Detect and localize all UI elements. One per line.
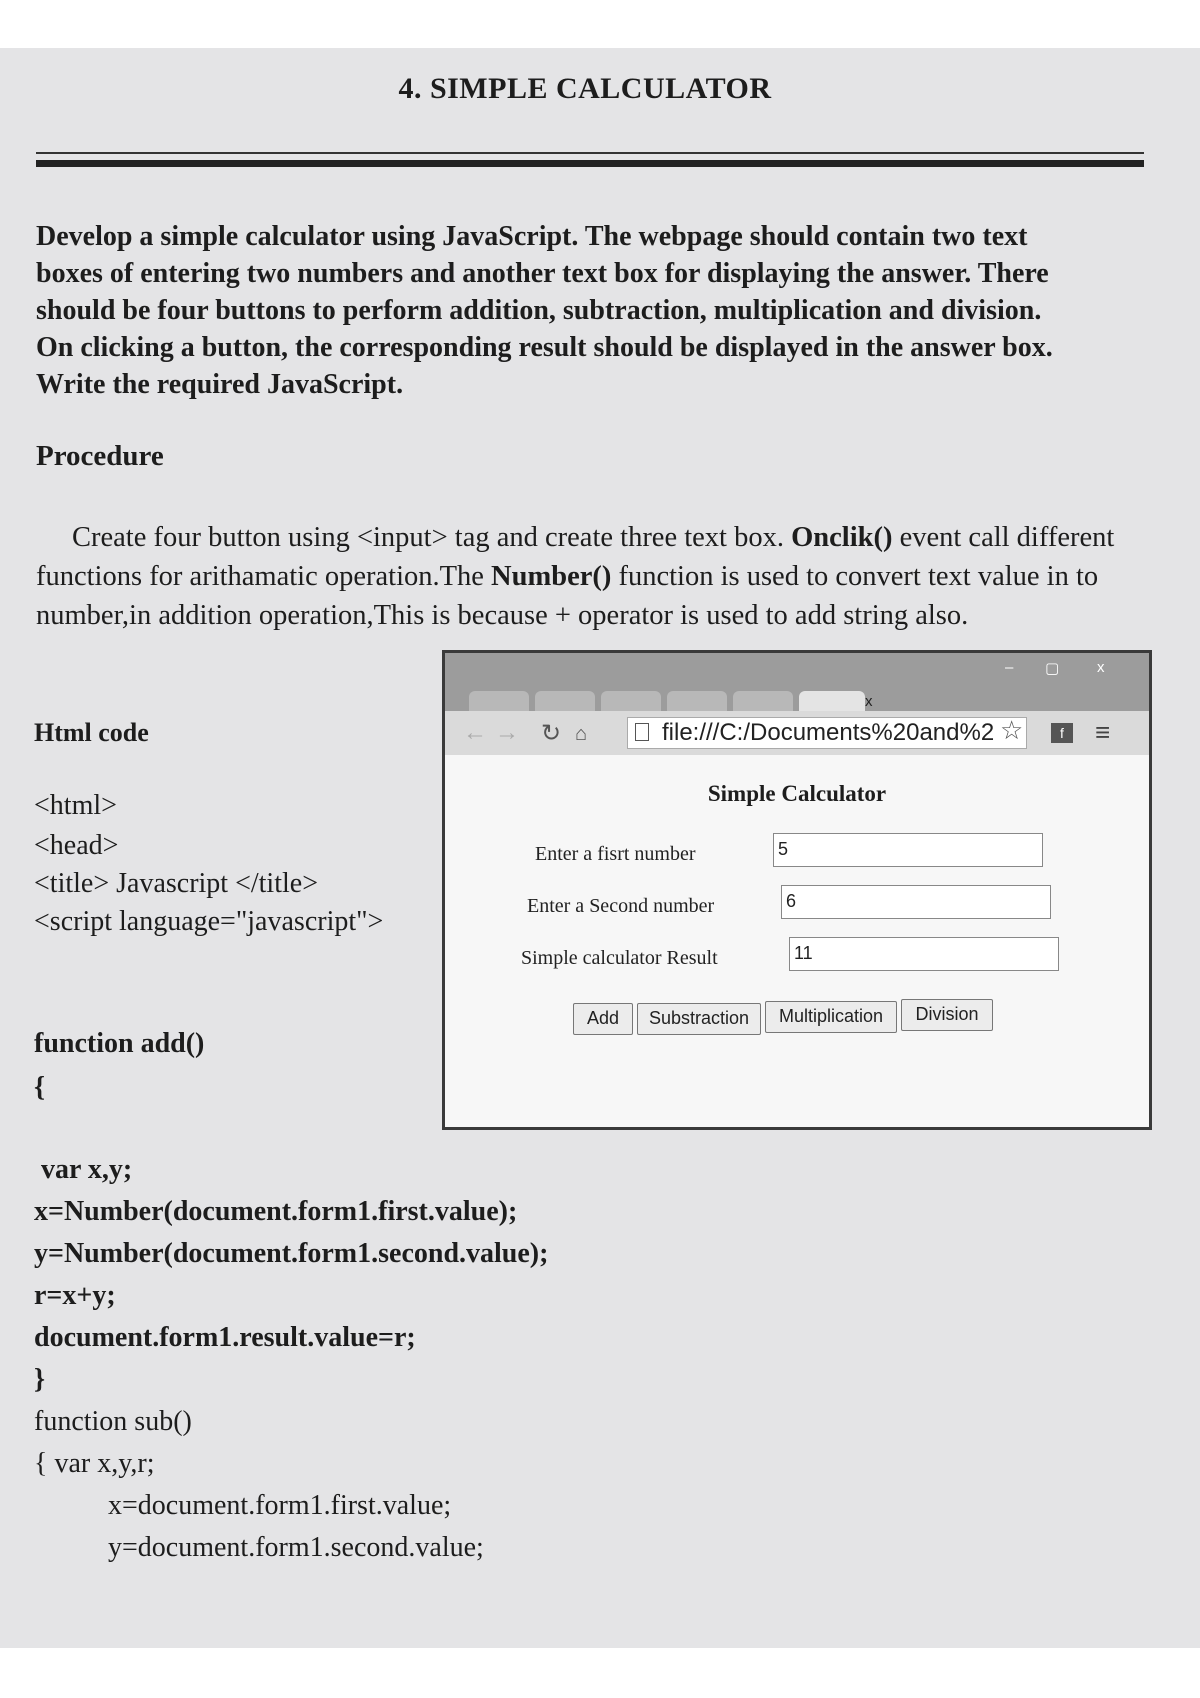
procedure-line	[36, 557, 1164, 596]
address-bar[interactable]: file:///C:/Documents%20and%2	[627, 717, 1027, 749]
code-line: x=Number(document.form1.first.value);	[34, 1196, 518, 1227]
browser-tab[interactable]	[601, 691, 661, 713]
procedure-text-run: function is used to convert text value in to	[611, 561, 1099, 592]
extension-icon[interactable]: f	[1051, 723, 1073, 743]
minimize-icon[interactable]: –	[1005, 659, 1014, 676]
code-line: { var x,y,r;	[34, 1448, 155, 1479]
code-line: <html>	[34, 790, 117, 821]
code-line: {	[34, 1072, 46, 1103]
multiplication-button[interactable]: Multiplication	[765, 1001, 897, 1033]
browser-tab-active[interactable]	[799, 691, 865, 713]
result-label: Simple calculator Result	[521, 947, 718, 969]
file-icon	[635, 723, 649, 741]
back-icon[interactable]: ←	[463, 719, 487, 746]
code-line: <head>	[34, 830, 119, 861]
code-line: y=document.form1.second.value;	[108, 1532, 484, 1563]
add-button[interactable]: Add	[573, 1003, 633, 1035]
procedure-text-run: event call different	[892, 522, 1115, 553]
home-icon[interactable]: ⌂	[575, 723, 588, 745]
first-number-input[interactable]: 5	[773, 833, 1043, 867]
code-line: function sub()	[34, 1406, 192, 1437]
task-line: should be four buttons to perform addition, subtraction, multiplication and division.	[36, 295, 1042, 326]
subtraction-button[interactable]: Substraction	[637, 1003, 761, 1035]
procedure-text-run: Create four button using <input> tag and create three text box.	[72, 522, 792, 553]
code-line: <script language="javascript">	[34, 906, 384, 937]
task-line: Develop a simple calculator using JavaScript. The webpage should contain two text	[36, 221, 1028, 252]
code-line: function add()	[34, 1028, 205, 1059]
second-number-label: Enter a Second number	[527, 895, 715, 917]
code-line: y=Number(document.form1.second.value);	[34, 1238, 549, 1269]
first-number-label: Enter a fisrt number	[535, 843, 696, 865]
forward-icon[interactable]: →	[495, 719, 519, 746]
task-line: On clicking a button, the corresponding result should be displayed in the answer box.	[36, 332, 1053, 363]
procedure-line	[36, 518, 1164, 557]
code-line: r=x+y;	[34, 1280, 116, 1311]
task-description	[36, 218, 1156, 403]
division-button[interactable]: Division	[901, 999, 993, 1031]
browser-tab[interactable]	[667, 691, 727, 713]
reload-icon[interactable]: ↻	[541, 720, 562, 747]
procedure-keyword: Onclik()	[791, 522, 893, 553]
code-line: }	[34, 1364, 46, 1395]
bookmark-star-icon[interactable]: ☆	[1000, 715, 1024, 745]
procedure-keyword: Number()	[491, 561, 612, 592]
procedure-text-run: functions for arithamatic operation.The	[36, 561, 492, 592]
menu-icon[interactable]: ≡	[1095, 717, 1111, 747]
maximize-icon[interactable]: ▢	[1045, 660, 1060, 677]
title-rule	[36, 152, 1144, 154]
procedure-text	[36, 518, 1164, 635]
procedure-line: number,in addition operation,This is because + operator is used to add string also.	[36, 600, 969, 631]
close-window-icon[interactable]: x	[1097, 659, 1105, 676]
calculator-title: Simple Calculator	[707, 781, 887, 806]
title-rule-thick	[36, 160, 1144, 167]
code-line: document.form1.result.value=r;	[34, 1322, 416, 1353]
procedure-heading: Procedure	[36, 440, 164, 472]
second-number-input[interactable]: 6	[781, 885, 1051, 919]
page-title: 4. SIMPLE CALCULATOR	[398, 72, 772, 105]
result-input[interactable]: 11	[789, 937, 1059, 971]
browser-screenshot	[442, 650, 1152, 1130]
code-line: var x,y;	[34, 1154, 133, 1185]
task-line: Write the required JavaScript.	[36, 369, 404, 400]
browser-tab[interactable]	[733, 691, 793, 713]
browser-tab[interactable]	[535, 691, 595, 713]
browser-tab[interactable]	[469, 691, 529, 713]
task-line: boxes of entering two numbers and another text box for displaying the answer. There	[36, 258, 1049, 289]
tab-close-icon[interactable]: x	[865, 693, 873, 710]
code-line: <title> Javascript </title>	[34, 868, 318, 899]
code-line: x=document.form1.first.value;	[108, 1490, 452, 1521]
code-heading: Html code	[34, 718, 149, 747]
